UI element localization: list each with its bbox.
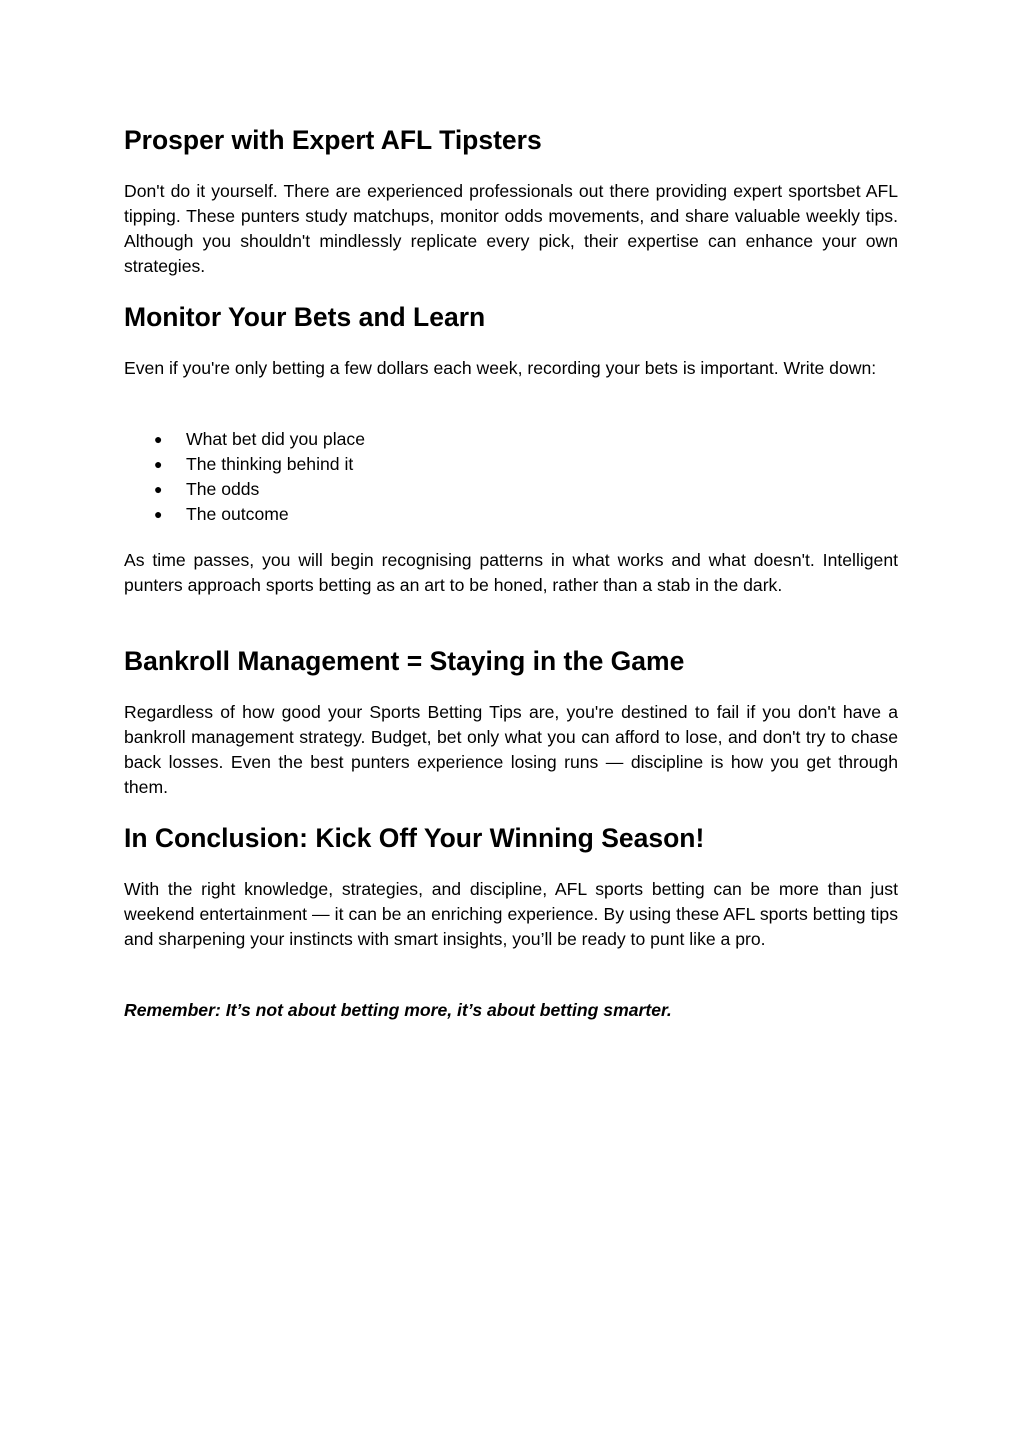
paragraph-tipsters: Don't do it yourself. There are experienced professionals out there providing expert sportsbet AFL tipping. These punters study matchups, monitor odds movements, and share valuable weekly tips. Although you shouldn't mindlessly replicate every pick, their expertise can enhance your own strategies. <box>124 181 898 276</box>
closing-remark: Remember: It’s not about betting more, it’s about betting smarter. <box>124 1000 672 1020</box>
bullet-icon: ● <box>154 481 163 497</box>
paragraph-monitor-intro: Even if you're only betting a few dollars each week, recording your bets is important. Write down: <box>124 358 877 378</box>
list-item <box>124 502 898 527</box>
section-heading-monitor: Monitor Your Bets and Learn <box>124 302 486 332</box>
section-heading-tipsters: Prosper with Expert AFL Tipsters <box>124 125 542 155</box>
paragraph-bankroll: Regardless of how good your Sports Betting Tips are, you're destined to fail if you don't have a bankroll management strategy. Budget, bet only what you can afford to lose, and don't try to chase back losses. Even the best punters experience losing runs — discipline is how you get through them. <box>124 702 898 797</box>
list-item <box>124 427 898 452</box>
paragraph-monitor-after: As time passes, you will begin recognising patterns in what works and what doesn't. Intelligent punters approach sports betting as an art to be honed, rather than a stab in the dark. <box>124 550 898 595</box>
list-item-text: The odds <box>186 479 260 499</box>
section-heading-conclusion: In Conclusion: Kick Off Your Winning Season! <box>124 823 705 853</box>
section-heading-bankroll: Bankroll Management = Staying in the Game <box>124 646 685 676</box>
list-item-text: What bet did you place <box>186 429 365 449</box>
list-item-text: The thinking behind it <box>186 454 354 474</box>
list-item <box>124 452 898 477</box>
bullet-icon: ● <box>154 456 163 472</box>
bet-record-list <box>124 427 898 527</box>
bullet-icon: ● <box>154 431 163 447</box>
paragraph-conclusion: With the right knowledge, strategies, and discipline, AFL sports betting can be more than just weekend entertainment — it can be an enriching experience. By using these AFL sports betting tips and sharpening your instincts with smart insights, you’ll be ready to punt like a pro. <box>124 879 898 949</box>
bullet-icon: ● <box>154 506 163 522</box>
list-item-text: The outcome <box>186 504 289 524</box>
list-item <box>124 477 898 502</box>
